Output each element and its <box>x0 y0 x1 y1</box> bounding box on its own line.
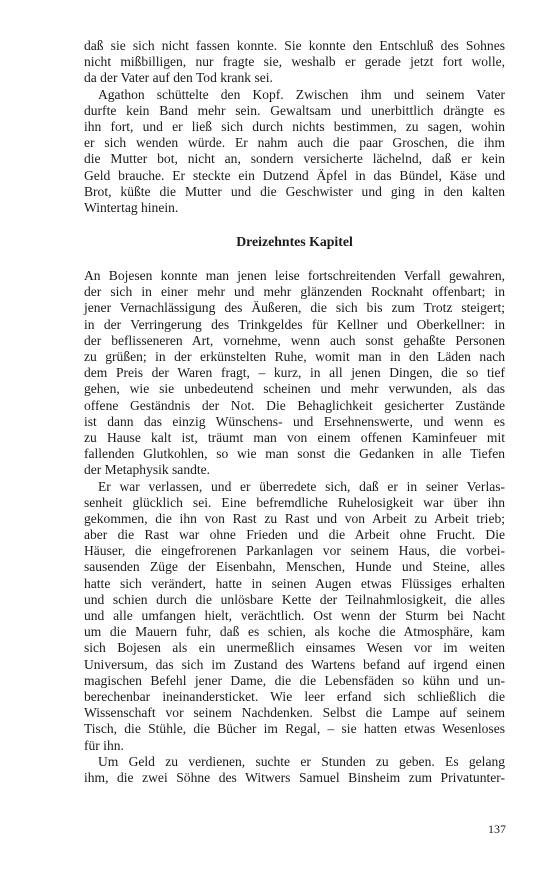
text-line: gehen, wie sie unbedeutend scheinen und mehr verwunden, als das <box>84 381 505 397</box>
paragraph <box>84 87 505 217</box>
text-line: die Mutter bot, nicht an, sondern versicherte lächelnd, daß er kein <box>84 151 505 167</box>
paragraph <box>84 38 505 87</box>
text-line: Agathon schüttelte den Kopf. Zwischen ihm und seinem Vater <box>98 86 505 102</box>
text-line: er sich wenden würde. Er nahm auch die paar Groschen, die ihm <box>84 135 505 151</box>
text-line: aber die Rast war ohne Frieden und die Arbeit ohne Frucht. Die <box>84 527 505 543</box>
text-line: der sich in einer mehr und mehr glänzenden Rocknaht offenbart; in <box>84 284 505 300</box>
text-line: der Metaphysik sandte. <box>84 462 211 478</box>
text-line: ihm, die zwei Söhne des Witwers Samuel Binsheim zum Privatunter- <box>84 769 505 785</box>
text-line: offene Geständnis der Not. Die Behaglichkeit gesicherter Zustände <box>84 397 505 413</box>
chapter-heading: Dreizehntes Kapitel <box>236 234 353 250</box>
text-line: Universum, das sich im Zustand des Wartens befand auf irgend einen <box>84 656 505 672</box>
page-number: 137 <box>488 822 506 836</box>
text-line: senheit glücklich sei. Eine befremdliche Ruhelosigkeit war über ihn <box>84 494 505 510</box>
paragraph <box>84 754 505 786</box>
text-line: sausenden Züge der Eisenbahn, Menschen, Hunde und Steine, alles <box>84 559 505 575</box>
text-line: Häuser, die eingefrorenen Parkanlagen vor seinem Haus, die vorbei- <box>84 543 505 559</box>
text-line: Um Geld zu verdienen, suchte er Stunden zu geben. Es gelang <box>98 753 505 769</box>
text-line: daß sie sich nicht fassen konnte. Sie konnte den Entschluß des Sohnes <box>84 38 505 53</box>
text-line: Brot, küßte die Mutter und die Geschwister und ging in den kalten <box>84 183 505 199</box>
book-page-text <box>84 38 505 786</box>
text-line: Tisch, die Stühle, die Bücher im Regal, – sie hatten etwas Wesenloses <box>84 721 505 737</box>
text-line: ihn fort, und er ließ sich durch nichts bestimmen, zu sagen, wohin <box>84 118 505 134</box>
text-line: um die Mauern fuhr, daß es schien, als koche die Atmosphäre, kam <box>84 624 505 640</box>
text-line: gekommen, die ihn von Rast zu Rast und von Arbeit zu Arbeit trieb; <box>84 510 505 526</box>
text-block-before-heading <box>84 38 505 216</box>
paragraph <box>84 479 505 754</box>
text-line: Er war verlassen, und er überredete sich, daß er in seiner Verlas- <box>98 478 505 494</box>
text-line: und schien durch die unlösbare Kette der Teilnahmlosigkeit, die alles <box>84 591 505 607</box>
text-line: fallenden Glutkohlen, so wie man sonst die Gedanken in alle Tiefen <box>84 446 505 462</box>
text-line: Wissenschaft vor seinem Nachdenken. Selbst die Lampe auf seinem <box>84 705 505 721</box>
text-line: zu grüßen; in der erkünstelten Ruhe, womit man in den Läden nach <box>84 349 505 364</box>
text-line: für ihn. <box>84 737 124 753</box>
text-line: durfte kein Band mehr sein. Gewaltsam und unerbittlich drängte es <box>84 102 505 118</box>
text-line: magischen Befehl jener Dame, die die Lebensfäden so kühn und un- <box>84 672 505 688</box>
text-line: nicht mißbilligen, nur fragte sie, weshalb er gerade jetzt fort wolle, <box>84 54 505 70</box>
text-line: jener Vernachlässigung des Äußeren, die sich bis zum Trotz steigert; <box>84 300 505 316</box>
text-line: der beflisseneren Art, vornehme, wenn auch sonst gehaßte Personen <box>84 332 505 348</box>
text-line: dem Preis der Waren fragt, – kurz, in all jenen Dingen, die so tief <box>84 365 505 381</box>
text-line: in der Verringerung des Trinkgeldes für Kellner und Oberkellner: in <box>84 316 505 332</box>
text-line: berechenbar ineinandersticket. Wie leer erfand sich schließlich die <box>84 688 505 704</box>
text-block-chapter-body <box>84 268 505 786</box>
text-line: zu Hause kalt ist, träumt man von einem offenen Kaminfeuer mit <box>84 429 505 445</box>
text-line: ist dann das einzig Wünschens- und Ersehnenswerte, und wenn es <box>84 413 505 429</box>
text-line: und alle umfangen hielt, verächtlich. Ost wenn der Sturm bei Nacht <box>84 608 505 623</box>
text-line: Geld brauche. Er steckte ein Dutzend Äpfel in das Bündel, Käse und <box>84 167 505 183</box>
text-line: sich Bojesen als ein unermeßlich einsames Wesen vor im weiten <box>84 640 505 656</box>
text-line: hatte sich verändert, hatte in seinen Augen etwas Flüssiges erhalten <box>84 575 505 591</box>
text-line: An Bojesen konnte man jenen leise fortschreitenden Verfall gewahren, <box>84 268 505 284</box>
text-line: Wintertag hinein. <box>84 199 179 215</box>
paragraph <box>84 268 505 478</box>
text-line: da der Vater auf den Tod krank sei. <box>84 70 273 86</box>
